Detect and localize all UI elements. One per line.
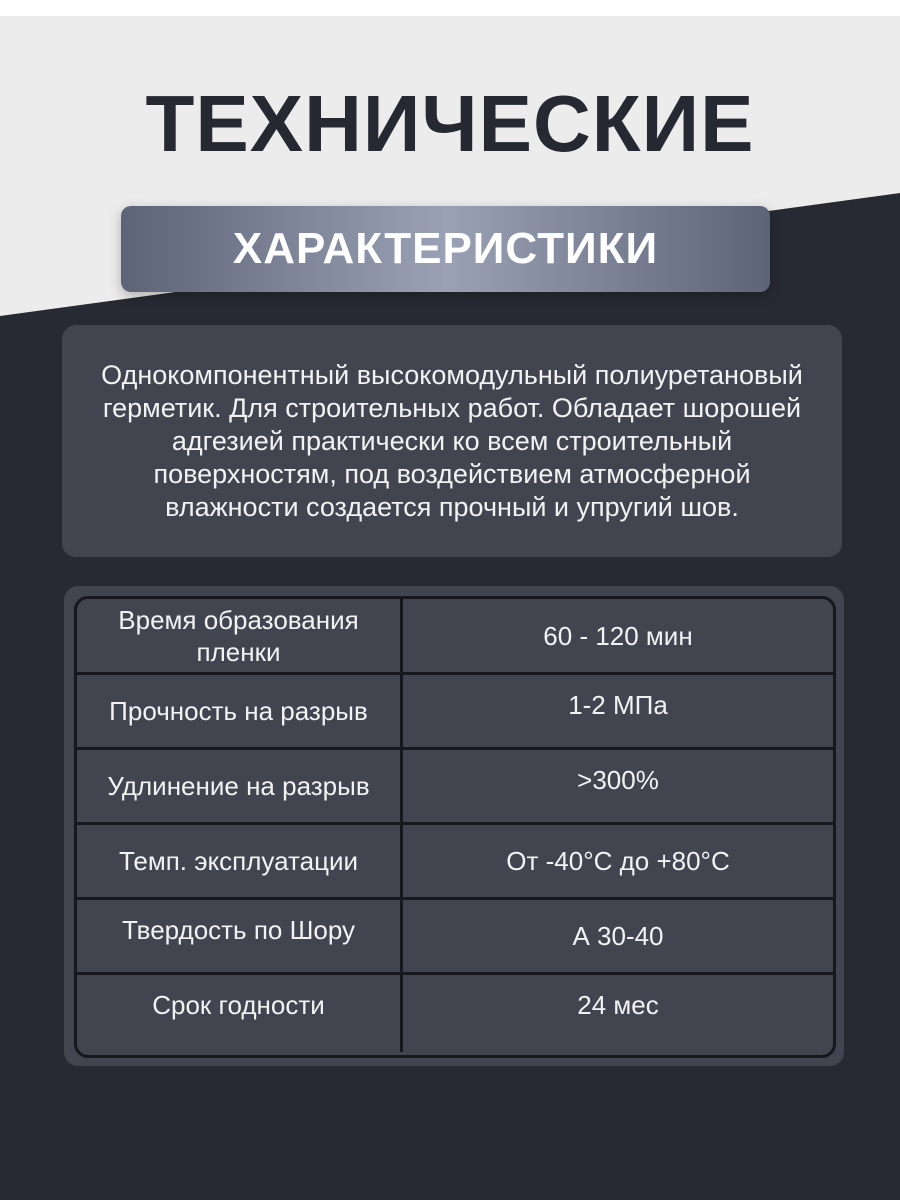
- subtitle: ХАРАКТЕРИСТИКИ: [232, 224, 659, 273]
- spec-label: Темп. эксплуатации: [77, 825, 403, 897]
- spec-value: А 30-40: [572, 921, 664, 951]
- table-row: [77, 675, 833, 750]
- subtitle-banner: [121, 206, 770, 292]
- table-row: [77, 900, 833, 975]
- specs-panel: [64, 586, 844, 1066]
- spec-label: Твердость по Шору: [77, 900, 403, 972]
- specs-table: [74, 596, 836, 1058]
- table-row: [77, 825, 833, 900]
- table-row: [77, 750, 833, 825]
- spec-label: Удлинение на разрыв: [77, 750, 403, 822]
- table-row: [77, 599, 833, 675]
- description-text: Однокомпонентный высокомодульный полиуретановый герметик. Для строительных работ. Обладает шорошей адгезией практически ко всем строительный поверхностям, под воздействием атмосферной влажности создается прочный и упругий шов.: [101, 359, 803, 522]
- top-frame: [0, 0, 900, 16]
- description-panel: [62, 325, 842, 557]
- spec-value: От -40°C до +80°C: [506, 846, 730, 876]
- spec-label: Время образования пленки: [77, 599, 403, 672]
- spec-value: 1-2 МПа: [568, 690, 668, 720]
- spec-value: 60 - 120 мин: [543, 620, 693, 651]
- page-title: ТЕХНИЧЕСКИЕ: [145, 79, 755, 168]
- spec-value: >300%: [577, 765, 659, 795]
- spec-label: Срок годности: [77, 975, 403, 1052]
- spec-label: Прочность на разрыв: [77, 675, 403, 747]
- spec-value: 24 мес: [577, 990, 659, 1020]
- table-row: [77, 975, 833, 1052]
